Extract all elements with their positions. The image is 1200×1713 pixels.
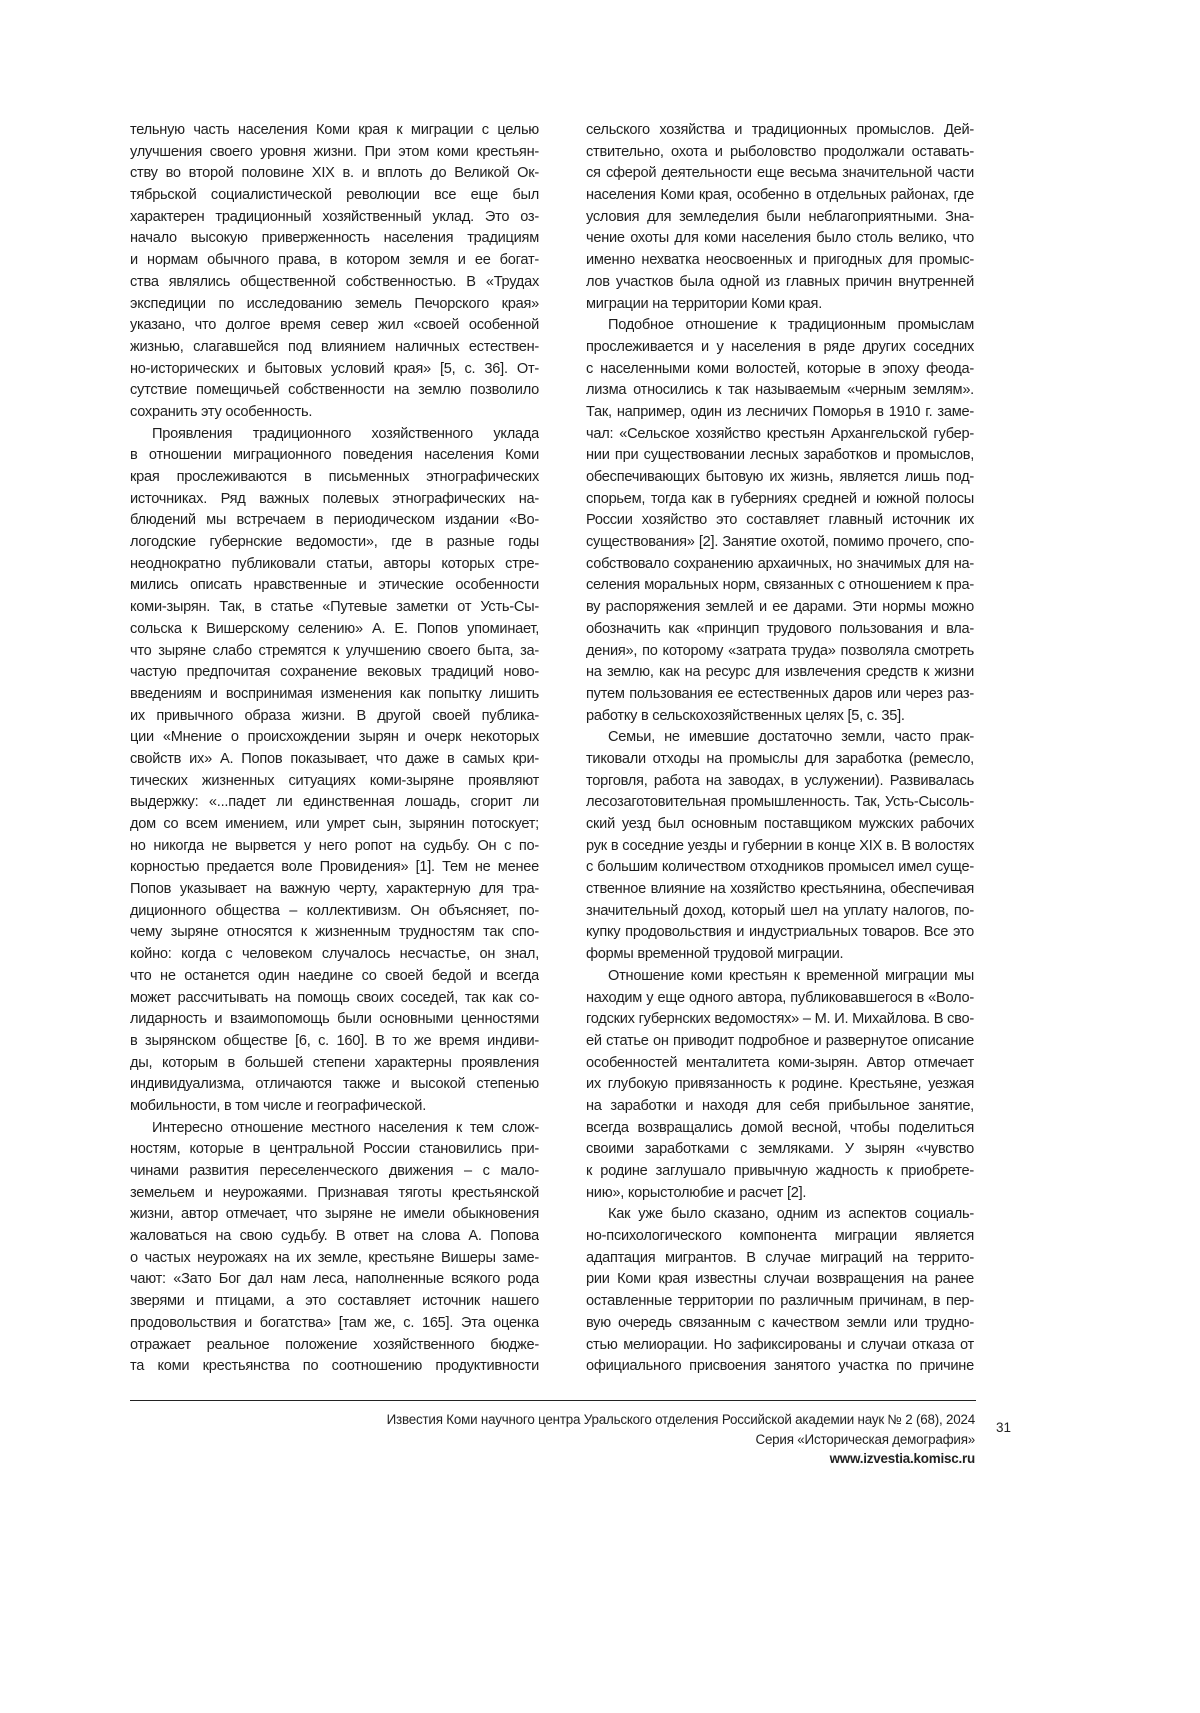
text-line: к родине заглушало привычную жадность к приобрете- <box>586 1161 974 1183</box>
text-line: рук в соседние уезды и губернии в конце XIX в. В волостях <box>586 836 974 858</box>
text-line: их глубокую привязанность к родине. Крестьяне, уезжая <box>586 1074 974 1096</box>
text-line: нию», корыстолюбие и расчет [2]. <box>586 1183 974 1205</box>
text-line: но-психологического компонента миграции является <box>586 1226 974 1248</box>
text-line: индивидуализма, отличаются также и высокой степенью <box>130 1074 539 1096</box>
paragraph <box>130 424 539 1118</box>
text-column-left <box>130 120 539 1378</box>
text-line: всегда возвращались домой весной, чтобы поделиться <box>586 1118 974 1140</box>
text-line: Так, например, один из лесничих Поморья в 1910 г. заме- <box>586 402 974 424</box>
text-line: ся сферой деятельности еще весьма значительной части <box>586 163 974 185</box>
text-line: работку в сельскохозяйственных целях [5, с. 35]. <box>586 706 974 728</box>
text-line: мились описать нравственные и этические особенности <box>130 575 539 597</box>
text-line: населения Коми края, особенно в отдельных районах, где <box>586 185 974 207</box>
text-line: может рассчитывать на помощь своих соседей, так как со- <box>130 988 539 1010</box>
text-line: та коми крестьянства по соотношению продуктивности <box>130 1356 539 1378</box>
text-line: начало высокую приверженность населения традициям <box>130 228 539 250</box>
text-line: спорьем, тогда как в губерниях средней и южной полосы <box>586 489 974 511</box>
text-line: о частых неурожаях на их земле, крестьяне Вишеры заме- <box>130 1248 539 1270</box>
text-line: стью мелиорации. Но зафиксированы и случаи отказа от <box>586 1335 974 1357</box>
text-line: на заработки и находя для себя прибыльное занятие, <box>586 1096 974 1118</box>
text-line: чинами развития переселенческого движения – с мало- <box>130 1161 539 1183</box>
paragraph <box>586 120 974 315</box>
text-line: лесозаготовительная промышленность. Так, Усть-Сысоль- <box>586 792 974 814</box>
text-line: свойств их» А. Попов показывает, что даже в самых кри- <box>130 749 539 771</box>
text-line: улучшения своего уровня жизни. При этом коми крестьян- <box>130 142 539 164</box>
text-line: сохранить эту особенность. <box>130 402 539 424</box>
text-line: характерен традиционный хозяйственный уклад. Это оз- <box>130 207 539 229</box>
text-column-right <box>586 120 974 1378</box>
text-line: путем пользования ее естественных даров или через раз- <box>586 684 974 706</box>
text-line: указано, что долгое время север жил «своей особенной <box>130 315 539 337</box>
text-line: ству во второй половине XIX в. и вплоть до Великой Ок- <box>130 163 539 185</box>
text-line: Семьи, не имевшие достаточно земли, часто прак- <box>586 727 974 749</box>
text-line: Попов указывает на важную черту, характерную для тра- <box>130 879 539 901</box>
text-line: экспедиции по исследованию земель Печорского края» <box>130 294 539 316</box>
text-line: купку продовольствия и индустриальных товаров. Все это <box>586 922 974 944</box>
text-line: источниках. Ряд важных полевых этнографических на- <box>130 489 539 511</box>
text-line: сольска к Вишерскому селению» А. Е. Попов упоминает, <box>130 619 539 641</box>
text-line: нии при существовании лесных заработков и промыслов, <box>586 445 974 467</box>
text-line: тябрьской социалистической революции все еще был <box>130 185 539 207</box>
text-line: именно нехватка неосвоенных и пригодных для промыс- <box>586 250 974 272</box>
footer-divider <box>130 1400 976 1401</box>
text-line: дения», по которому «затрата труда» позволяла смотреть <box>586 641 974 663</box>
text-line: жаловаться на свою судьбу. В ответ на слова А. Попова <box>130 1226 539 1248</box>
text-line: диционного общества – коллективизм. Он объясняет, по- <box>130 901 539 923</box>
page-footer <box>387 1410 975 1469</box>
text-line: частую предпочитая сохранение вековых традиций ново- <box>130 662 539 684</box>
text-line: своими заработками с земляками. У зырян «чувство <box>586 1139 974 1161</box>
text-line: тиковали отходы на промыслы для заработка (ремесло, <box>586 749 974 771</box>
text-line: что не останется один наедине со своей бедой и всегда <box>130 966 539 988</box>
paragraph <box>586 315 974 727</box>
text-line: Отношение коми крестьян к временной миграции мы <box>586 966 974 988</box>
text-line: ский уезд был основным поставщиком мужских рабочих <box>586 814 974 836</box>
text-line: в отношении миграционного поведения населения Коми <box>130 445 539 467</box>
series-title: Серия «Историческая демография» <box>387 1430 975 1450</box>
text-line: тельную часть населения Коми края к миграции с целью <box>130 120 539 142</box>
paragraph <box>130 120 539 424</box>
text-line: чему зыряне относятся к жизненным трудностям так спо- <box>130 922 539 944</box>
text-line: мобильности, в том числе и географической. <box>130 1096 539 1118</box>
text-line: введениям и воспринимая изменения как попытку лишить <box>130 684 539 706</box>
text-line: корностью предается воле Провидения» [1]. Тем не менее <box>130 857 539 879</box>
text-line: ства являлись общественной собственностью. В «Трудах <box>130 272 539 294</box>
text-line: оставленные территории по различным причинам, в пер- <box>586 1291 974 1313</box>
text-line: но-исторических и бытовых условий края» [5, с. 36]. От- <box>130 359 539 381</box>
text-line: логодские губернские ведомости», где в разные годы <box>130 532 539 554</box>
text-line: Проявления традиционного хозяйственного уклада <box>130 424 539 446</box>
text-line: чение охоты для коми населения было столь велико, что <box>586 228 974 250</box>
text-line: селения моральных норм, связанных с отношением к пра- <box>586 575 974 597</box>
text-line: ей статье он приводит подробное и развернутое описание <box>586 1031 974 1053</box>
text-line: и нормам обычного права, в котором земля и ее богат- <box>130 250 539 272</box>
text-line: миграции на территории Коми края. <box>586 294 974 316</box>
text-line: выдержку: «...падет ли единственная лошадь, сгорит ли <box>130 792 539 814</box>
text-line: обеспечивающих бытовую их жизнь, является лишь под- <box>586 467 974 489</box>
text-line: ды, которым в большей степени характерны проявления <box>130 1053 539 1075</box>
paragraph <box>586 966 974 1205</box>
paragraph <box>586 727 974 966</box>
text-line: Как уже было сказано, одним из аспектов социаль- <box>586 1204 974 1226</box>
paragraph <box>130 1118 539 1378</box>
text-line: лов участков была одной из главных причин внутренней <box>586 272 974 294</box>
text-line: находим у еще одного автора, публиковавшегося в «Воло- <box>586 988 974 1010</box>
text-line: чают: «Зато Бог дал нам леса, наполненные всякого рода <box>130 1269 539 1291</box>
text-line: рии Коми края известны случаи возвращения на ранее <box>586 1269 974 1291</box>
text-line: их привычного образа жизни. В другой своей публика- <box>130 706 539 728</box>
journal-title: Известия Коми научного центра Уральского отделения Российской академии наук № 2 (68), 2024 <box>387 1410 975 1430</box>
text-line: сутствие помещичьей собственности на землю позволило <box>130 380 539 402</box>
text-line: на землю, как на ресурс для извлечения средств к жизни <box>586 662 974 684</box>
text-line: торговля, работа на заводах, в услужении). Развивалась <box>586 771 974 793</box>
text-line: ностям, которые в центральной России становились при- <box>130 1139 539 1161</box>
text-line: России хозяйство это составляет главный источник их <box>586 510 974 532</box>
text-line: официального присвоения занятого участка по причине <box>586 1356 974 1378</box>
text-line: вую очередь связанным с качеством земли или трудно- <box>586 1313 974 1335</box>
text-line: лизма относились к так называемым «черным землям». <box>586 380 974 402</box>
text-line: в зырянском обществе [6, с. 160]. В то же время индиви- <box>130 1031 539 1053</box>
text-line: формы временной трудовой миграции. <box>586 944 974 966</box>
text-line: жизни, автор отмечает, что зыряне не имели обыкновения <box>130 1204 539 1226</box>
text-line: особенностей менталитета коми-зырян. Автор отмечает <box>586 1053 974 1075</box>
text-line: земельем и неурожаями. Признавая тяготы крестьянской <box>130 1183 539 1205</box>
text-line: обозначить как «принцип трудового пользования и вла- <box>586 619 974 641</box>
text-line: с большим количеством отходников промысел имел суще- <box>586 857 974 879</box>
text-line: существования» [2]. Занятие охотой, помимо прочего, спо- <box>586 532 974 554</box>
text-line: с населенными коми волостей, которые в эпоху феода- <box>586 359 974 381</box>
text-line: отражает реальное положение хозяйственного бюдже- <box>130 1335 539 1357</box>
text-line: что зыряне слабо стремятся к улучшению своего быта, за- <box>130 641 539 663</box>
text-line: сельского хозяйства и традиционных промыслов. Дей- <box>586 120 974 142</box>
text-line: лидарность и взаимопомощь были основными ценностями <box>130 1009 539 1031</box>
text-line: адаптация мигрантов. В случае миграций на террито- <box>586 1248 974 1270</box>
text-line: ву распоряжения землей и ее дарами. Эти нормы можно <box>586 597 974 619</box>
text-line: Интересно отношение местного населения к тем слож- <box>130 1118 539 1140</box>
journal-url[interactable]: www.izvestia.komisc.ru <box>387 1449 975 1469</box>
text-line: значительный доход, который шел на уплату налогов, по- <box>586 901 974 923</box>
text-line: продовольствия и богатства» [там же, с. 165]. Эта оценка <box>130 1313 539 1335</box>
paragraph <box>586 1204 974 1378</box>
text-line: зверями и птицами, а это составляет источник нашего <box>130 1291 539 1313</box>
text-line: ствительно, охота и рыболовство продолжали оставать- <box>586 142 974 164</box>
text-line: койно: когда с человеком случалось несчастье, он знал, <box>130 944 539 966</box>
text-line: дом со всем имением, или умрет сын, зырянин потоскует; <box>130 814 539 836</box>
text-line: но никогда не вырвется у него ропот на судьбу. Он с по- <box>130 836 539 858</box>
text-line: блюдений мы встречаем в периодическом издании «Во- <box>130 510 539 532</box>
page-number: 31 <box>996 1420 1011 1435</box>
text-line: ственное влияние на хозяйство крестьянина, обеспечивая <box>586 879 974 901</box>
text-line: тических жизненных ситуациях коми-зыряне проявляют <box>130 771 539 793</box>
text-line: чал: «Сельское хозяйство крестьян Архангельской губер- <box>586 424 974 446</box>
text-line: годских губернских ведомостях» – М. И. Михайлова. В сво- <box>586 1009 974 1031</box>
text-line: края прослеживаются в письменных этнографических <box>130 467 539 489</box>
text-line: жизнью, слагавшейся под влиянием наличных естествен- <box>130 337 539 359</box>
text-line: ции «Мнение о происхождении зырян и очерк некоторых <box>130 727 539 749</box>
text-line: неоднократно публиковали статьи, авторы которых стре- <box>130 554 539 576</box>
text-line: собствовало сохранению архаичных, но значимых для на- <box>586 554 974 576</box>
text-line: прослеживается и у населения в ряде других соседних <box>586 337 974 359</box>
text-line: коми-зырян. Так, в статье «Путевые заметки от Усть-Сы- <box>130 597 539 619</box>
text-line: Подобное отношение к традиционным промыслам <box>586 315 974 337</box>
text-line: условия для земледелия были неблагоприятными. Зна- <box>586 207 974 229</box>
